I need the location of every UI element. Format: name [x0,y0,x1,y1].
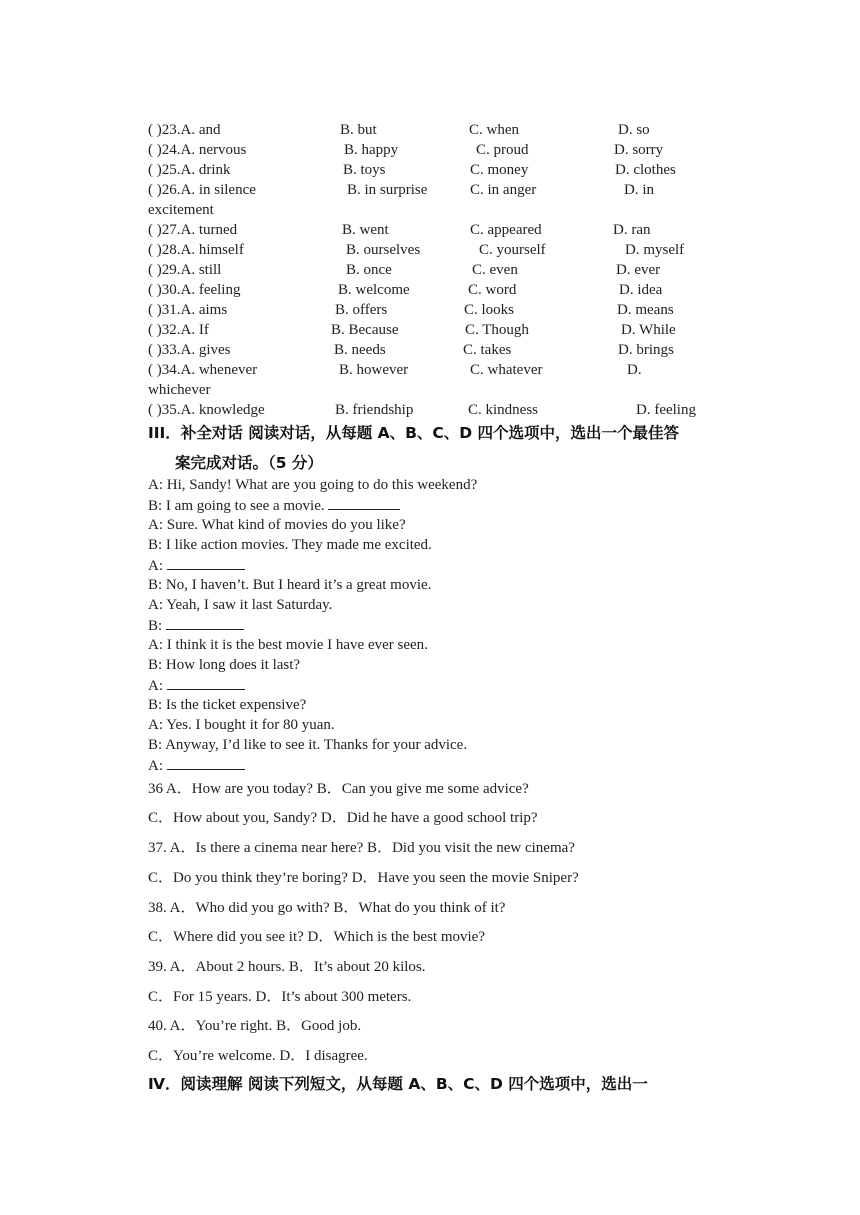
choice-b: B. offers [335,302,388,318]
section-4-title: Ⅳ．阅读理解 阅读下列短文，从每题 A、B、C、D 四个选项中，选出一 [148,1075,648,1093]
question-number-choice-a: ( )23.A. and [148,122,221,138]
question-number-choice-a: ( )31.A. aims [148,302,228,318]
dialogue-line-with-blank: A: [148,755,245,776]
question-row-31 [148,300,674,320]
answer-options-37-ab: 37. A．Is there a cinema near here? B．Did you visit the new cinema? [148,840,575,856]
choice-d: D. clothes [615,162,676,178]
choice-d: D. ever [616,262,661,278]
choice-c: C. kindness [468,402,539,418]
question-row-29 [148,260,661,280]
question-number-choice-a: ( )32.A. If [148,322,209,338]
dialogue-line: B: Anyway, I’d like to see it. Thanks for your advice. [148,737,468,753]
choice-b: B. welcome [338,282,410,298]
dialogue-line-with-blank: B: I am going to see a movie. [148,495,400,516]
choice-b: B. happy [344,142,399,158]
choice-c: C. takes [463,342,512,358]
choice-c: C. appeared [470,222,542,238]
choice-b: B. Because [331,322,399,338]
section-3-title: III．补全对话 阅读对话，从每题 A、B、C、D 四个选项中，选出一个最佳答 [148,424,680,442]
answer-blank [166,615,244,630]
choice-b: B. however [339,362,409,378]
dialogue-line: B: No, I haven’t. But I heard it’s a great movie. [148,577,432,593]
question-row-32 [148,320,676,340]
answer-blank [167,555,245,570]
choice-d: D. myself [625,242,685,258]
question-number-choice-a: ( )30.A. feeling [148,282,241,298]
question-row-24 [148,140,664,160]
choice-b: B. friendship [335,402,414,418]
choice-d-wrap-34: whichever [148,382,211,398]
choice-b: B. ourselves [346,242,421,258]
choice-d: D. While [621,322,676,338]
question-number-choice-a: ( )26.A. in silence [148,182,256,198]
dialogue-line: A: Yes. I bought it for 80 yuan. [148,717,335,733]
answer-options-40-ab: 40. A．You’re right. B．Good job. [148,1018,362,1034]
answer-options-39-cd: C．For 15 years. D．It’s about 300 meters. [148,989,412,1005]
choice-c: C. in anger [470,182,537,198]
choice-b: B. toys [343,162,386,178]
choice-c: C. word [468,282,517,298]
dialogue-line: B: I like action movies. They made me excited. [148,537,432,553]
choice-c: C. looks [464,302,515,318]
question-row-35 [148,400,696,420]
dialogue-line-with-blank: B: [148,615,244,636]
dialogue-line: A: Yeah, I saw it last Saturday. [148,597,333,613]
choice-d: D. ran [613,222,651,238]
choice-b: B. went [342,222,389,238]
dialogue-line: A: I think it is the best movie I have ever seen. [148,637,428,653]
answer-options-38-ab: 38. A．Who did you go with? B．What do you think of it? [148,900,506,916]
choice-d: D. brings [618,342,674,358]
choice-d: D. idea [619,282,663,298]
choice-d: D. so [618,122,650,138]
choice-c: C. money [470,162,529,178]
dialogue-line: B: How long does it last? [148,657,301,673]
choice-c: C. proud [476,142,529,158]
answer-options-37-cd: C．Do you think they’re boring? D．Have you seen the movie Sniper? [148,870,579,886]
question-row-28 [148,240,685,260]
question-number-choice-a: ( )25.A. drink [148,162,231,178]
choice-b: B. once [346,262,392,278]
choice-d: D. means [617,302,674,318]
answer-options-36-ab: 36 A．How are you today? B．Can you give me some advice? [148,781,529,797]
dialogue-line: A: Sure. What kind of movies do you like? [148,517,406,533]
dialogue-line-with-blank: A: [148,675,245,696]
answer-blank [167,755,245,770]
choice-b: B. needs [334,342,386,358]
question-number-choice-a: ( )24.A. nervous [148,142,247,158]
dialogue-line: A: Hi, Sandy! What are you going to do this weekend? [148,477,478,493]
question-row-30 [148,280,663,300]
question-number-choice-a: ( )34.A. whenever [148,362,258,378]
answer-blank [328,495,400,510]
question-row-33 [148,340,674,360]
question-row-34 [148,360,642,380]
choice-d-wrap-26: excitement [148,202,214,218]
choice-d: D. feeling [636,402,696,418]
answer-options-38-cd: C．Where did you see it? D．Which is the best movie? [148,929,485,945]
question-number-choice-a: ( )35.A. knowledge [148,402,265,418]
choice-b: B. but [340,122,377,138]
answer-options-36-cd: C．How about you, Sandy? D．Did he have a good school trip? [148,810,538,826]
question-number-choice-a: ( )33.A. gives [148,342,231,358]
choice-c: C. when [469,122,519,138]
choice-b: B. in surprise [347,182,428,198]
question-row-23 [148,120,650,140]
choice-c: C. yourself [479,242,546,258]
choice-c: C. even [472,262,518,278]
answer-options-39-ab: 39. A．About 2 hours. B．It’s about 20 kilos. [148,959,426,975]
question-row-25 [148,160,676,180]
question-number-choice-a: ( )27.A. turned [148,222,238,238]
choice-c: C. whatever [470,362,543,378]
choice-d: D. [627,362,642,378]
question-number-choice-a: ( )29.A. still [148,262,222,278]
question-number-choice-a: ( )28.A. himself [148,242,244,258]
question-row-27 [148,220,651,240]
dialogue-line-with-blank: A: [148,555,245,576]
choice-d: D. sorry [614,142,664,158]
choice-c: C. Though [465,322,529,338]
answer-options-40-cd: C．You’re welcome. D．I disagree. [148,1048,368,1064]
section-3-title-cont: 案完成对话。（5 分） [175,454,323,472]
answer-blank [167,675,245,690]
choice-d: D. in [624,182,654,198]
dialogue-line: B: Is the ticket expensive? [148,697,307,713]
question-row-26 [148,180,654,200]
